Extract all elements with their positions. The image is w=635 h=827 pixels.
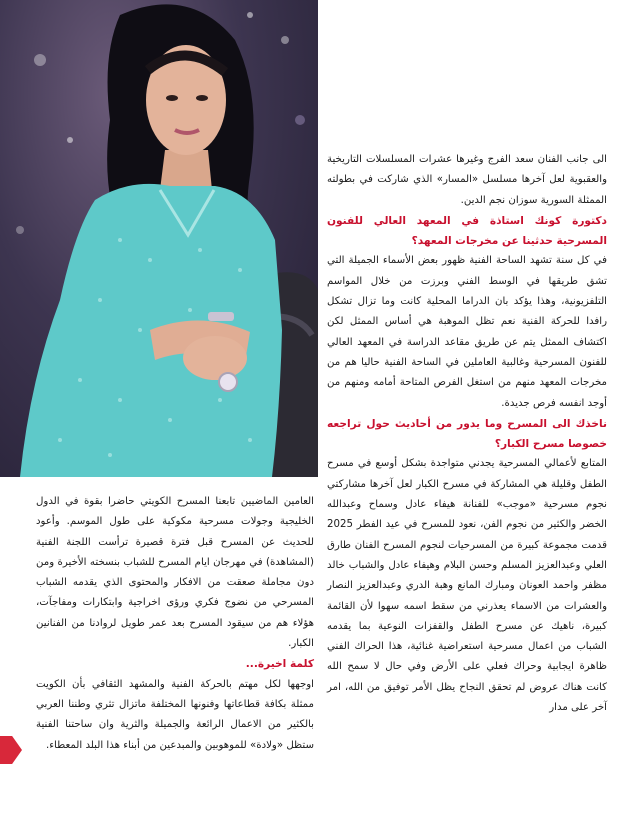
question-heading: كلمة اخيرة... [245, 658, 314, 671]
paragraph: في كل سنة تشهد الساحة الفنية ظهور بعض الأسماء الجميلة التي تشق طريقها في الوسط الفني وبرزت من خلال المواسم التلفزيونية، وهذا يؤكد بان الدراما المحلية كانت وما تزال تشكل رافدا للحركة الفنية نعم تظل الموهبة هي أساس الممثل لكن اكتشاف الممثل يتم عن طريق مقاعد الدراسة في المعهد العالي للفنون المسرحية وغالبية العاملين في الساحة الفنية حاليا هم من مخرجات المعهد منهم من استغل الفرص المتاحة أمامه ومنهم من أوجد انفسه فرص جديدة. [327, 255, 607, 409]
portrait-photo [0, 0, 318, 477]
paragraph: الى جانب الفنان سعد الفرج وغيرها عشرات المسلسلات التاريخية والعقبوية لعل آخرها مسلسل «المسار» الذي شاركت في بطولته الممثلة السورية سوزان نجم الدين. [327, 154, 607, 206]
question-heading: ناخذك الى المسرح وما يدور من أحاديث حول تراجعه خصوصا مسرح الكبار؟ [327, 417, 607, 451]
page-edge-marker [0, 736, 22, 764]
paragraph: العامين الماضيين تابعنا المسرح الكويتي حاضرا بقوة في الدول الخليجية وجولات مسرحية مكوكية على طول الموسم. وأعود للحديث عن المسرح قبل فترة قصيرة ترأست اللجنة الفنية (المشاهدة) في مهرجان ايام المسرح للشباب بنسخته الأخيرة ومن دون مجاملة صعقت من الافكار والمحتوى الذي يقدمه الشباب المسرحي من نضوج فكري ورؤى اخراجية وابتكارات ومفاجآت، هؤلاء هم من سيقود المسرح بعد عمر طويل لروادنا من الفنانين الكبار. [36, 496, 314, 650]
article-column-right [327, 150, 607, 718]
paragraph: المتابع لأعمالي المسرحية يجدني متواجدة بشكل أوسع في مسرح الطفل وقليلة هي المشاركة في مسرح الكبار لعل آخرها مشاركتي نجوم مسرحية «موجب» للفنانة هيفاء عادل وسماح وعبدالله الخضر والكثير من نجوم الفن، نعود للمسرح في عيد الفطر 2025 قدمت مجموعة كبيرة من المسرحيات لنجوم المسرح الفنان طارق العلي وعبدالعزيز المسلم وحسن البلام وهيفاء عادل والشباب خالد مظفر واحمد العونان ومبارك المانع وهبة الدري وعبدالعزيز النصار والعشرات من الاسماء يعذرني من سقط اسمه سهوا لأن القائمة كبيرة، ناهيك عن مسرح الطفل والقفزات النوعية بما يقدمه الشباب من اعمال مسرحية استعراضية غنائية، هذا الحراك الفني ظاهرة ايجابية وحراك فعلي على الأرض وفي حال لا سمح الله كانت هناك عروض لم تحقق النجاح يظل الأمر توفيق من الله، امر آخر على مدار [327, 458, 607, 714]
question-heading: دكتورة كونك استاذة في المعهد العالي للفنون المسرحية حدثينا عن مخرجات المعهد؟ [327, 214, 607, 248]
paragraph: اوجهها لكل مهتم بالحركة الفنية والمشهد الثقافي بأن الكويت ممثلة بكافة قطاعاتها وفنونها المختلفة ماتزال تثري وطننا العربي بالكثير من الاعمال الرائعة والجميلة والثرية وان ساحتنا الفنية ستظل «ولادة» للموهوبين والمبدعين من أبناء هذا البلد المعطاء. [36, 678, 314, 751]
article-column-left [36, 492, 314, 756]
portrait-illustration [0, 0, 318, 477]
